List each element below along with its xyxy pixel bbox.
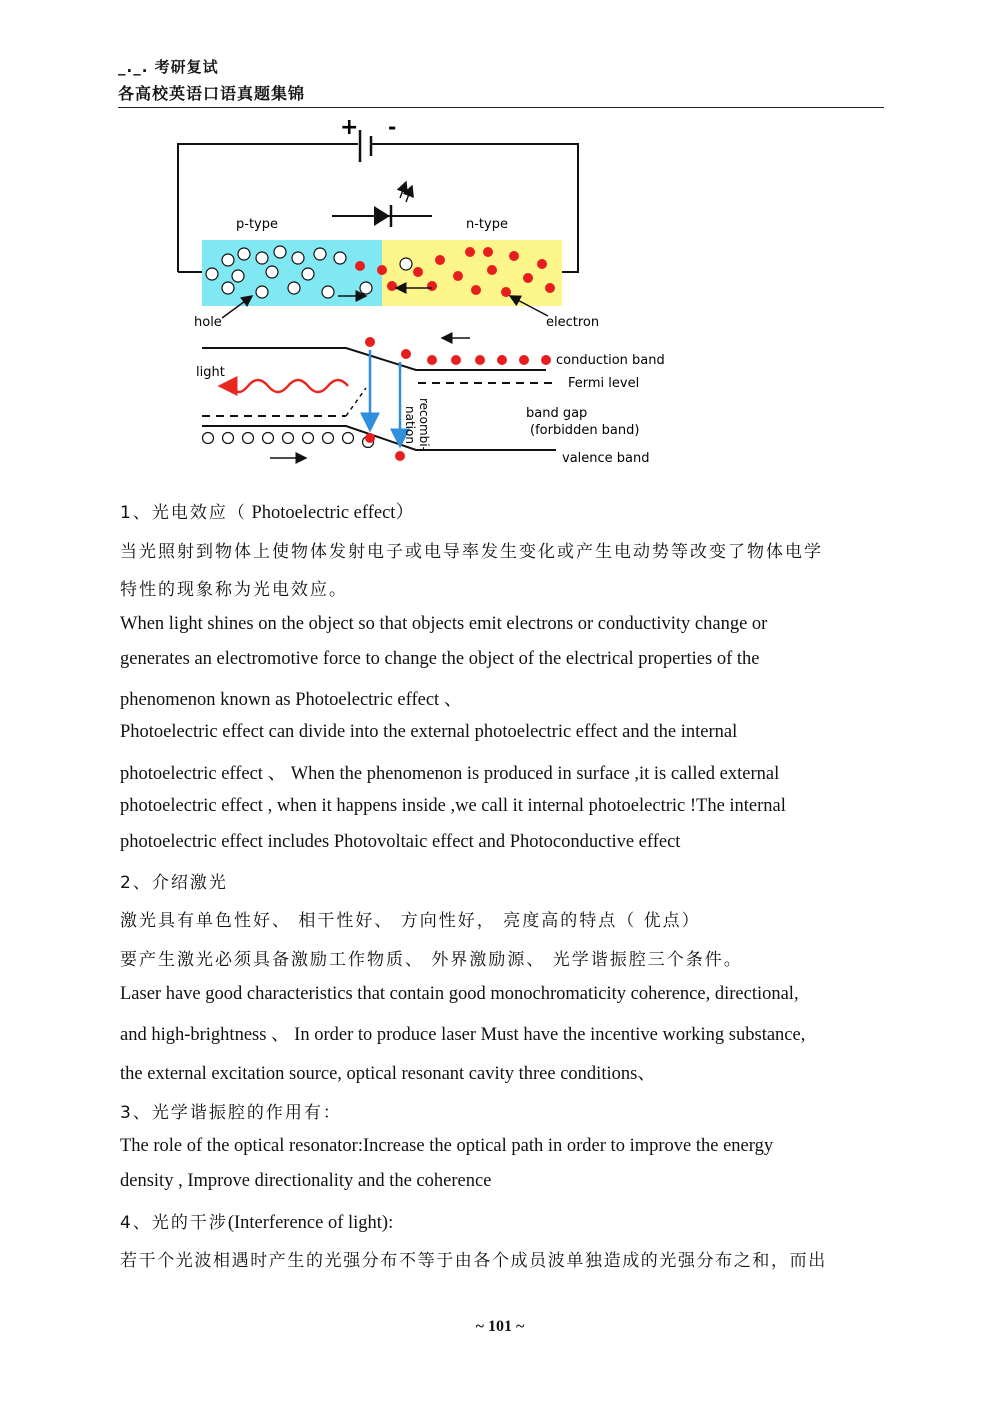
section-4-cn-line-1: 若干个光波相遇时产生的光强分布不等于由各个成员波单独造成的光强分布之和，而出 <box>120 1251 827 1271</box>
section-1-en-line-3: phenomenon known as Photoelectric effect 、 <box>120 690 463 710</box>
page-header <box>118 56 884 108</box>
electron-label: electron <box>546 315 600 330</box>
section-1-en-line-4: Photoelectric effect can divide into the external photoelectric effect and the internal <box>120 722 738 742</box>
header-rule <box>118 107 884 108</box>
hole-label: hole <box>194 315 222 330</box>
section-1-en-line-2: generates an electromotive force to change the object of the electrical properties of the <box>120 649 760 669</box>
section-1-heading-en: Photoelectric effect） <box>246 503 414 523</box>
light-wave <box>232 380 348 392</box>
recombining-electron-2 <box>395 451 405 461</box>
section-1-en-line-7: photoelectric effect includes Photovoltaic effect and Photoconductive effect <box>120 832 681 852</box>
section-4-heading-en: (Interference of light): <box>227 1213 394 1233</box>
section-2-en-line-2: and high-brightness 、 In order to produce laser Must have the incentive working substance, <box>120 1025 806 1045</box>
section-2-cn-line-1: 激光具有单色性好、 相干性好、 方向性好， 亮度高的特点（ 优点） <box>120 911 701 931</box>
band-gap-label: band gap <box>526 406 588 421</box>
section-1-en-line-5: photoelectric effect 、 When the phenomenon is produced in surface ,it is called external <box>120 764 780 784</box>
header-line-2: 各高校英语口语真题集锦 <box>118 84 306 103</box>
battery-minus-label: - <box>388 115 397 139</box>
conduction-electrons <box>365 337 551 365</box>
p-type-label: p-type <box>236 217 278 232</box>
section-1-en-line-6: photoelectric effect , when it happens inside ,we call it internal photoelectric !The internal <box>120 796 786 816</box>
n-type-label: n-type <box>466 217 508 232</box>
valence-band-edge <box>202 426 556 450</box>
section-2-en-line-3: the external excitation source, optical resonant cavity three conditions、 <box>120 1064 656 1084</box>
fermi-level-label: Fermi level <box>568 376 640 391</box>
section-1-en-line-1: When light shines on the object so that objects emit electrons or conductivity change or <box>120 614 768 634</box>
section-1-cn-line-1: 当光照射到物体上使物体发射电子或电导率发生变化或产生电动势等改变了物体电学 <box>120 542 823 562</box>
section-2-cn-line-2: 要产生激光必须具备激励工作物质、 外界激励源、 光学谐振腔三个条件。 <box>120 950 743 970</box>
valence-holes <box>203 433 374 448</box>
conduction-band-edge <box>202 348 546 370</box>
diode-triangle <box>374 206 390 226</box>
section-4-heading <box>120 1208 393 1234</box>
section-3-en-line-2: density , Improve directionality and the coherence <box>120 1171 492 1191</box>
forbidden-band-label: (forbidden band) <box>530 423 640 438</box>
header-line-1: _._. 考研复试 <box>118 58 219 76</box>
section-1-heading <box>120 498 414 524</box>
conduction-band-label: conduction band <box>556 353 665 368</box>
recombining-electron-1 <box>365 433 375 443</box>
section-4-heading-cn: 4、光的干涉 <box>120 1213 228 1233</box>
section-1-heading-cn: 1、光电效应（ <box>120 503 247 523</box>
recombination-label-1: recombi- <box>417 398 431 451</box>
recombination-label-2: nation <box>403 406 417 444</box>
emission-arrow-2 <box>406 186 412 202</box>
section-3-heading: 3、光学谐振腔的作用有： <box>120 1103 342 1123</box>
section-2-heading: 2、介绍激光 <box>120 873 228 893</box>
section-3-en-line-1: The role of the optical resonator:Increase the optical path in order to improve the energy <box>120 1136 774 1156</box>
battery-plus-label: + <box>340 115 359 140</box>
light-label: light <box>196 365 225 380</box>
section-1-cn-line-2: 特性的现象称为光电效应。 <box>120 580 348 600</box>
emission-arrow-1 <box>400 182 406 198</box>
page-number: ~ 101 ~ <box>475 1318 525 1335</box>
valence-band-label: valence band <box>562 451 650 466</box>
led-band-diagram <box>170 112 690 472</box>
section-2-en-line-1: Laser have good characteristics that contain good monochromaticity coherence, directional, <box>120 984 799 1004</box>
